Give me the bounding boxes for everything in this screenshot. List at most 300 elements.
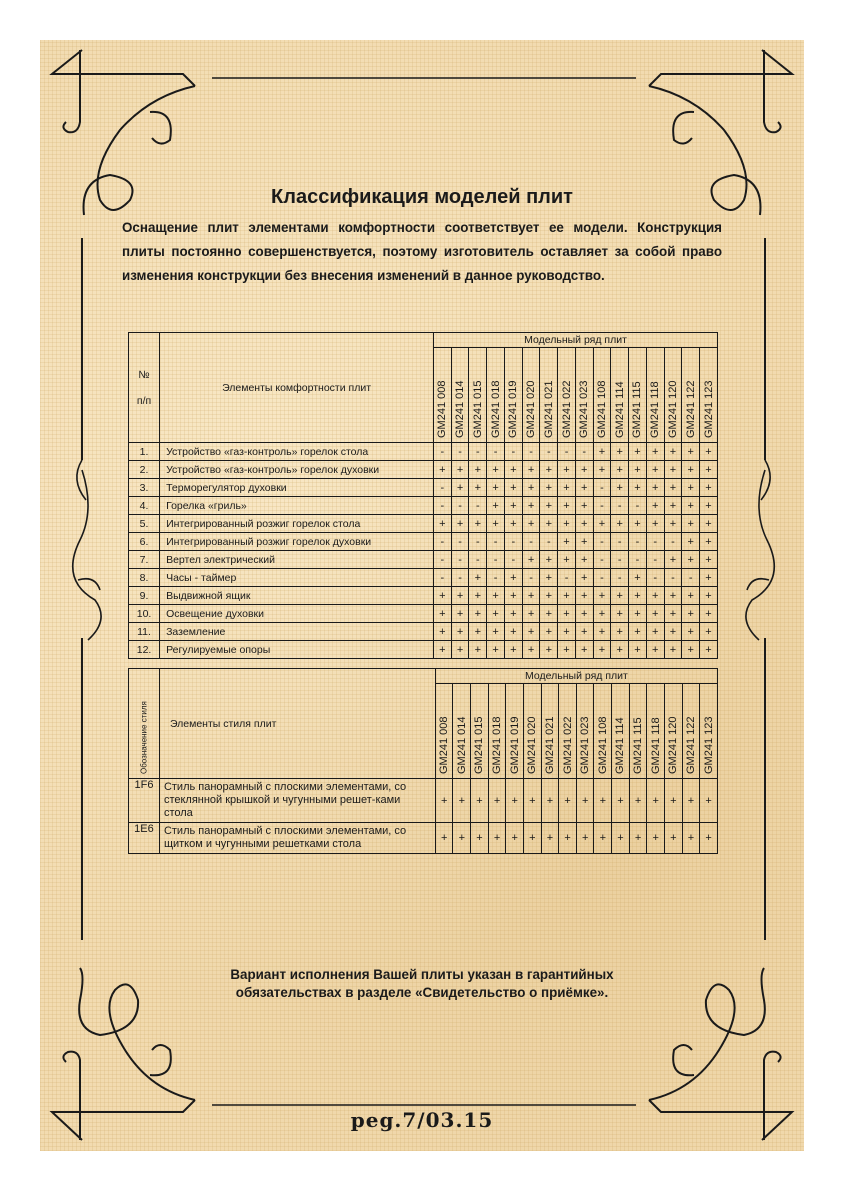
availability-mark: +	[522, 479, 540, 497]
model-name: GM241 115	[632, 717, 645, 774]
style-code: 1E6	[129, 823, 160, 854]
row-number: 8.	[129, 569, 160, 587]
model-column-header	[612, 684, 630, 779]
model-name: GM241 021	[542, 380, 555, 438]
row-number: 5.	[129, 515, 160, 533]
model-column-header	[523, 684, 541, 779]
availability-mark: +	[504, 587, 522, 605]
row-number: 2.	[129, 461, 160, 479]
availability-mark: +	[488, 823, 506, 854]
availability-mark: +	[451, 641, 469, 659]
model-column-header	[594, 684, 612, 779]
models-header: Модельный ряд плит	[435, 669, 717, 684]
availability-mark: +	[682, 823, 700, 854]
availability-mark: +	[700, 823, 718, 854]
availability-mark: +	[471, 779, 489, 823]
availability-mark: -	[682, 569, 700, 587]
availability-mark: -	[469, 443, 487, 461]
model-column-header	[522, 348, 540, 443]
model-name: GM241 118	[649, 717, 662, 774]
model-name: GM241 021	[543, 716, 556, 774]
model-column-header	[487, 348, 505, 443]
availability-mark: +	[594, 823, 612, 854]
model-column-header	[629, 684, 647, 779]
availability-mark: +	[451, 605, 469, 623]
model-name: GM241 120	[666, 380, 679, 438]
availability-mark: +	[451, 587, 469, 605]
row-number: 7.	[129, 551, 160, 569]
col-elements-header: Элементы комфортности плит	[160, 333, 434, 443]
availability-mark: +	[700, 587, 718, 605]
availability-mark: +	[611, 605, 629, 623]
availability-mark: +	[451, 623, 469, 641]
availability-mark: +	[575, 479, 593, 497]
availability-mark: +	[487, 479, 505, 497]
row-number: 4.	[129, 497, 160, 515]
availability-mark: +	[540, 461, 558, 479]
availability-mark: +	[435, 823, 453, 854]
availability-mark: +	[558, 479, 576, 497]
model-column-header	[700, 684, 718, 779]
row-number: 3.	[129, 479, 160, 497]
availability-mark: -	[434, 443, 452, 461]
availability-mark: +	[646, 623, 664, 641]
availability-mark: +	[487, 461, 505, 479]
model-column-header	[682, 348, 700, 443]
availability-mark: -	[469, 497, 487, 515]
model-column-header	[664, 348, 682, 443]
availability-mark: +	[612, 779, 630, 823]
availability-mark: -	[522, 569, 540, 587]
model-column-header	[506, 684, 524, 779]
availability-mark: -	[646, 533, 664, 551]
model-name: GM241 122	[684, 380, 697, 438]
availability-mark: +	[629, 641, 647, 659]
availability-mark: +	[664, 641, 682, 659]
availability-mark: +	[540, 551, 558, 569]
availability-mark: +	[682, 623, 700, 641]
availability-mark: +	[629, 779, 647, 823]
availability-mark: +	[504, 623, 522, 641]
availability-mark: -	[434, 497, 452, 515]
availability-mark: -	[629, 551, 647, 569]
availability-mark: +	[664, 551, 682, 569]
footer-line-1: Вариант исполнения Вашей плиты указан в гарантийных	[230, 967, 614, 982]
availability-mark: +	[558, 461, 576, 479]
availability-mark: +	[646, 443, 664, 461]
availability-mark: +	[682, 461, 700, 479]
availability-mark: -	[540, 533, 558, 551]
availability-mark: -	[451, 497, 469, 515]
availability-mark: +	[575, 623, 593, 641]
availability-mark: -	[487, 443, 505, 461]
availability-mark: -	[664, 533, 682, 551]
table-row	[129, 823, 718, 854]
model-column-header	[558, 348, 576, 443]
availability-mark: -	[434, 569, 452, 587]
model-column-header	[488, 684, 506, 779]
availability-mark: +	[471, 823, 489, 854]
availability-mark: +	[575, 551, 593, 569]
availability-mark: -	[629, 533, 647, 551]
availability-mark: +	[611, 479, 629, 497]
availability-mark: +	[506, 823, 524, 854]
model-name: GM241 014	[455, 716, 468, 774]
availability-mark: +	[664, 779, 682, 823]
availability-mark: +	[682, 551, 700, 569]
availability-mark: -	[451, 443, 469, 461]
availability-mark: +	[558, 497, 576, 515]
availability-mark: -	[522, 533, 540, 551]
availability-mark: -	[540, 443, 558, 461]
availability-mark: +	[682, 515, 700, 533]
row-number: 6.	[129, 533, 160, 551]
availability-mark: +	[540, 497, 558, 515]
style-code-label: Обозначение стиля	[139, 701, 149, 774]
model-name: GM241 014	[454, 380, 467, 438]
availability-mark: -	[646, 551, 664, 569]
availability-mark: +	[575, 461, 593, 479]
availability-mark: +	[575, 587, 593, 605]
row-number: 9.	[129, 587, 160, 605]
availability-mark: +	[682, 533, 700, 551]
models-header: Модельный ряд плит	[434, 333, 718, 348]
model-name: GM241 023	[578, 380, 591, 438]
availability-mark: +	[611, 461, 629, 479]
model-name: GM241 008	[438, 716, 451, 774]
availability-mark: +	[559, 779, 577, 823]
availability-mark: +	[664, 479, 682, 497]
model-column-header	[540, 348, 558, 443]
model-column-header	[451, 348, 469, 443]
availability-mark: -	[558, 443, 576, 461]
availability-mark: +	[575, 533, 593, 551]
availability-mark: -	[558, 569, 576, 587]
model-column-header	[434, 348, 452, 443]
table-row	[129, 623, 718, 641]
model-column-header	[453, 684, 471, 779]
model-column-header	[593, 348, 611, 443]
availability-mark: +	[646, 605, 664, 623]
availability-mark: +	[593, 605, 611, 623]
availability-mark: +	[611, 587, 629, 605]
availability-mark: +	[700, 479, 718, 497]
model-column-header	[682, 684, 700, 779]
availability-mark: +	[646, 587, 664, 605]
availability-mark: -	[593, 497, 611, 515]
availability-mark: +	[469, 479, 487, 497]
comfort-element-label: Регулируемые опоры	[160, 641, 434, 659]
availability-mark: +	[541, 779, 559, 823]
side-flourish-right	[746, 460, 774, 640]
model-name: GM241 022	[560, 380, 573, 438]
availability-mark: -	[434, 551, 452, 569]
availability-mark: +	[540, 569, 558, 587]
availability-mark: +	[469, 587, 487, 605]
availability-mark: +	[453, 779, 471, 823]
availability-mark: +	[469, 461, 487, 479]
availability-mark: -	[629, 497, 647, 515]
table-row	[129, 461, 718, 479]
availability-mark: +	[540, 605, 558, 623]
row-number: 10.	[129, 605, 160, 623]
side-flourish-left	[73, 460, 101, 640]
availability-mark: +	[646, 461, 664, 479]
availability-mark: +	[629, 479, 647, 497]
style-element-label: Стиль панорамный с плоскими элементами, со щитком и чугунными решетками стола	[159, 823, 435, 854]
model-name: GM241 118	[649, 381, 662, 438]
availability-mark: +	[522, 461, 540, 479]
availability-mark: +	[504, 497, 522, 515]
table-row	[129, 443, 718, 461]
availability-mark: +	[504, 605, 522, 623]
availability-mark: +	[504, 479, 522, 497]
table-row	[129, 515, 718, 533]
availability-mark: +	[541, 823, 559, 854]
availability-mark: +	[451, 461, 469, 479]
availability-mark: +	[593, 641, 611, 659]
col-num-header	[129, 333, 160, 443]
model-name: GM241 122	[684, 716, 697, 774]
comfort-element-label: Интегрированный розжиг горелок стола	[160, 515, 434, 533]
availability-mark: +	[611, 515, 629, 533]
availability-mark: +	[540, 515, 558, 533]
availability-mark: +	[558, 551, 576, 569]
availability-mark: +	[522, 497, 540, 515]
availability-mark: +	[629, 569, 647, 587]
comfort-element-label: Освещение духовки	[160, 605, 434, 623]
availability-mark: +	[575, 515, 593, 533]
availability-mark: +	[558, 515, 576, 533]
model-column-header	[576, 684, 594, 779]
availability-mark: +	[435, 779, 453, 823]
model-name: GM241 114	[614, 717, 627, 774]
availability-mark: +	[664, 515, 682, 533]
model-name: GM241 023	[579, 716, 592, 774]
comfort-element-label: Устройство «газ-контроль» горелок духовки	[160, 461, 434, 479]
col-style-code-header	[129, 669, 160, 779]
availability-mark: +	[700, 779, 718, 823]
availability-mark: +	[487, 515, 505, 533]
availability-mark: -	[504, 443, 522, 461]
availability-mark: +	[522, 587, 540, 605]
availability-mark: +	[522, 605, 540, 623]
availability-mark: -	[487, 551, 505, 569]
availability-mark: +	[682, 779, 700, 823]
availability-mark: +	[629, 461, 647, 479]
availability-mark: +	[451, 479, 469, 497]
availability-mark: +	[469, 605, 487, 623]
model-name: GM241 019	[507, 380, 520, 438]
availability-mark: +	[487, 605, 505, 623]
table-row	[129, 569, 718, 587]
row-number: 1.	[129, 443, 160, 461]
model-name: GM241 123	[702, 380, 715, 438]
availability-mark: +	[469, 515, 487, 533]
availability-mark: -	[451, 569, 469, 587]
availability-mark: +	[682, 443, 700, 461]
availability-mark: +	[629, 515, 647, 533]
model-name: GM241 115	[631, 381, 644, 438]
pp-label: п/п	[136, 394, 152, 407]
availability-mark: +	[700, 497, 718, 515]
style-element-label: Стиль панорамный с плоскими элементами, со стеклянной крышкой и чугунными решет-ками стола	[159, 779, 435, 823]
model-name: GM241 018	[491, 716, 504, 774]
model-column-header	[541, 684, 559, 779]
availability-mark: +	[540, 623, 558, 641]
availability-mark: +	[664, 587, 682, 605]
availability-mark: +	[504, 515, 522, 533]
availability-mark: +	[575, 605, 593, 623]
model-name: GM241 120	[667, 716, 680, 774]
availability-mark: +	[434, 623, 452, 641]
availability-mark: +	[700, 623, 718, 641]
footer-line-2: обязательствах в разделе «Свидетельство о приёмке».	[235, 985, 609, 1000]
availability-mark: +	[700, 605, 718, 623]
style-elements-table	[128, 668, 718, 854]
num-label: №	[138, 368, 150, 381]
availability-mark: +	[575, 641, 593, 659]
comfort-element-label: Заземление	[160, 623, 434, 641]
model-name: GM241 008	[436, 380, 449, 438]
availability-mark: +	[593, 623, 611, 641]
availability-mark: +	[522, 641, 540, 659]
availability-mark: +	[487, 623, 505, 641]
availability-mark: +	[700, 569, 718, 587]
model-column-header	[504, 348, 522, 443]
table-row	[129, 479, 718, 497]
availability-mark: -	[504, 533, 522, 551]
availability-mark: +	[558, 623, 576, 641]
comfort-element-label: Устройство «газ-контроль» горелок стола	[160, 443, 434, 461]
availability-mark: +	[434, 515, 452, 533]
availability-mark: +	[576, 779, 594, 823]
availability-mark: +	[629, 823, 647, 854]
availability-mark: -	[504, 551, 522, 569]
availability-mark: +	[700, 515, 718, 533]
model-column-header	[700, 348, 718, 443]
availability-mark: +	[612, 823, 630, 854]
availability-mark: +	[647, 823, 665, 854]
availability-mark: -	[434, 479, 452, 497]
model-name: GM241 108	[595, 380, 608, 438]
availability-mark: -	[575, 443, 593, 461]
availability-mark: +	[700, 443, 718, 461]
availability-mark: +	[540, 641, 558, 659]
availability-mark: +	[487, 497, 505, 515]
availability-mark: +	[611, 443, 629, 461]
model-column-header	[471, 684, 489, 779]
availability-mark: +	[593, 443, 611, 461]
availability-mark: +	[504, 461, 522, 479]
availability-mark: -	[611, 569, 629, 587]
availability-mark: +	[558, 533, 576, 551]
table-row	[129, 779, 718, 823]
model-column-header	[611, 348, 629, 443]
model-column-header	[646, 348, 664, 443]
availability-mark: +	[469, 641, 487, 659]
model-name: GM241 114	[613, 381, 626, 438]
comfort-element-label: Часы - таймер	[160, 569, 434, 587]
availability-mark: +	[629, 623, 647, 641]
row-number: 12.	[129, 641, 160, 659]
availability-mark: -	[487, 569, 505, 587]
model-column-header	[559, 684, 577, 779]
availability-mark: +	[504, 641, 522, 659]
comfort-element-label: Выдвижной ящик	[160, 587, 434, 605]
availability-mark: +	[700, 461, 718, 479]
availability-mark: +	[453, 823, 471, 854]
availability-mark: +	[646, 479, 664, 497]
row-number: 11.	[129, 623, 160, 641]
availability-mark: +	[700, 533, 718, 551]
availability-mark: -	[593, 533, 611, 551]
availability-mark: +	[523, 823, 541, 854]
availability-mark: +	[575, 497, 593, 515]
availability-mark: +	[700, 641, 718, 659]
availability-mark: +	[611, 623, 629, 641]
availability-mark: +	[664, 623, 682, 641]
availability-mark: +	[664, 823, 682, 854]
availability-mark: -	[611, 533, 629, 551]
availability-mark: +	[488, 779, 506, 823]
availability-mark: +	[434, 641, 452, 659]
model-name: GM241 018	[489, 380, 502, 438]
model-column-header	[575, 348, 593, 443]
availability-mark: +	[558, 605, 576, 623]
availability-mark: +	[646, 515, 664, 533]
availability-mark: +	[558, 587, 576, 605]
availability-mark: +	[629, 605, 647, 623]
page-title: Классификация моделей плит	[271, 186, 573, 208]
availability-mark: +	[593, 587, 611, 605]
availability-mark: +	[487, 587, 505, 605]
availability-mark: +	[682, 641, 700, 659]
availability-mark: +	[469, 623, 487, 641]
model-name: GM241 015	[473, 716, 486, 774]
table-row	[129, 587, 718, 605]
model-name: GM241 020	[525, 380, 538, 438]
availability-mark: -	[611, 497, 629, 515]
availability-mark: +	[682, 587, 700, 605]
model-column-header	[664, 684, 682, 779]
availability-mark: +	[469, 569, 487, 587]
availability-mark: +	[522, 623, 540, 641]
model-column-header	[435, 684, 453, 779]
availability-mark: +	[575, 569, 593, 587]
availability-mark: +	[576, 823, 594, 854]
availability-mark: -	[522, 443, 540, 461]
availability-mark: -	[451, 533, 469, 551]
model-name: GM241 020	[526, 716, 539, 774]
availability-mark: +	[523, 779, 541, 823]
availability-mark: +	[700, 551, 718, 569]
availability-mark: -	[593, 569, 611, 587]
availability-mark: -	[611, 551, 629, 569]
model-column-header	[469, 348, 487, 443]
availability-mark: -	[469, 551, 487, 569]
availability-mark: -	[593, 551, 611, 569]
availability-mark: +	[434, 605, 452, 623]
model-name: GM241 108	[596, 716, 609, 774]
availability-mark: +	[664, 605, 682, 623]
availability-mark: -	[593, 479, 611, 497]
availability-mark: -	[664, 569, 682, 587]
availability-mark: +	[682, 497, 700, 515]
availability-mark: +	[540, 587, 558, 605]
model-column-header	[629, 348, 647, 443]
model-name: GM241 123	[702, 716, 715, 774]
